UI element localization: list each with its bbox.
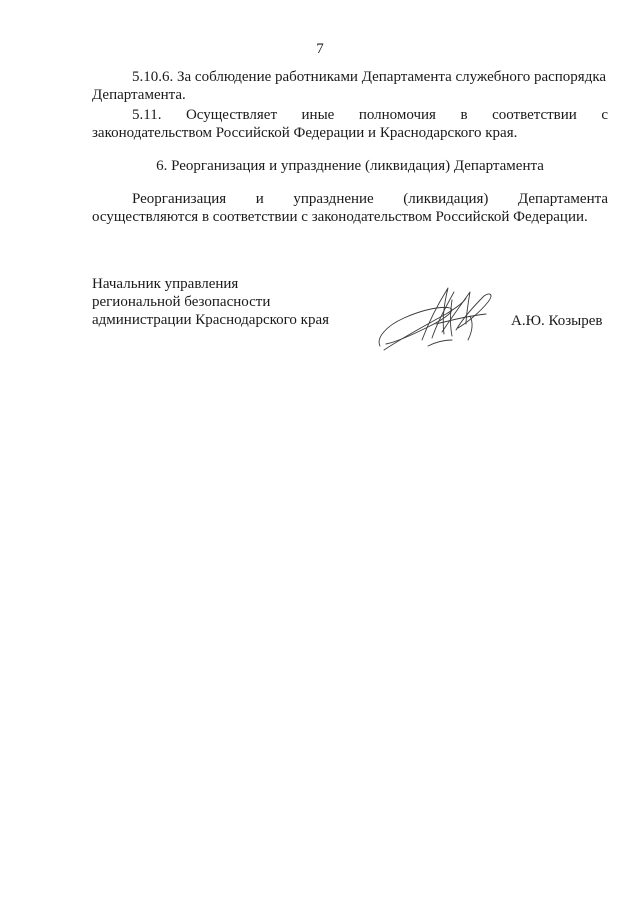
signatory-name: А.Ю. Козырев xyxy=(511,313,603,329)
section-6-word: упразднение xyxy=(293,191,374,207)
section-6-word: и xyxy=(255,191,264,207)
item-5-11-word: с xyxy=(601,107,608,123)
signatory-title-line3: администрации Краснодарского края xyxy=(92,312,330,328)
item-5-11-word: в xyxy=(460,107,468,123)
item-5-11-line2: законодательством Российской Федерации и Краснодарского края. xyxy=(92,125,518,141)
section-6-word: Департамента xyxy=(517,191,608,207)
item-5-10-6-line2: Департамента. xyxy=(92,87,186,103)
item-5-11-word: полномочия xyxy=(358,107,436,123)
item-5-11-word: 5.11. xyxy=(132,107,162,123)
item-5-11-word: иные xyxy=(301,107,335,123)
page-number: 7 xyxy=(316,41,324,57)
section-6-word: Реорганизация xyxy=(132,191,227,207)
section-6-para-line1 xyxy=(132,190,608,208)
signatory-title-line2: региональной безопасности xyxy=(92,294,271,310)
handwritten-signature xyxy=(372,280,504,356)
item-5-11-word: Осуществляет xyxy=(185,107,278,123)
section-6-heading: 6. Реорганизация и упразднение (ликвидация) Департамента xyxy=(156,158,544,174)
section-6-para-line2: осуществляются в соответствии с законодательством Российской Федерации. xyxy=(92,209,588,225)
signatory-title-line1: Начальник управления xyxy=(92,276,239,292)
item-5-10-6-line1: 5.10.6. За соблюдение работниками Департамента служебного распорядка xyxy=(132,69,607,85)
section-6-word: (ликвидация) xyxy=(403,191,489,207)
item-5-11-word: соответствии xyxy=(492,107,577,123)
item-5-11-line1 xyxy=(132,106,608,124)
